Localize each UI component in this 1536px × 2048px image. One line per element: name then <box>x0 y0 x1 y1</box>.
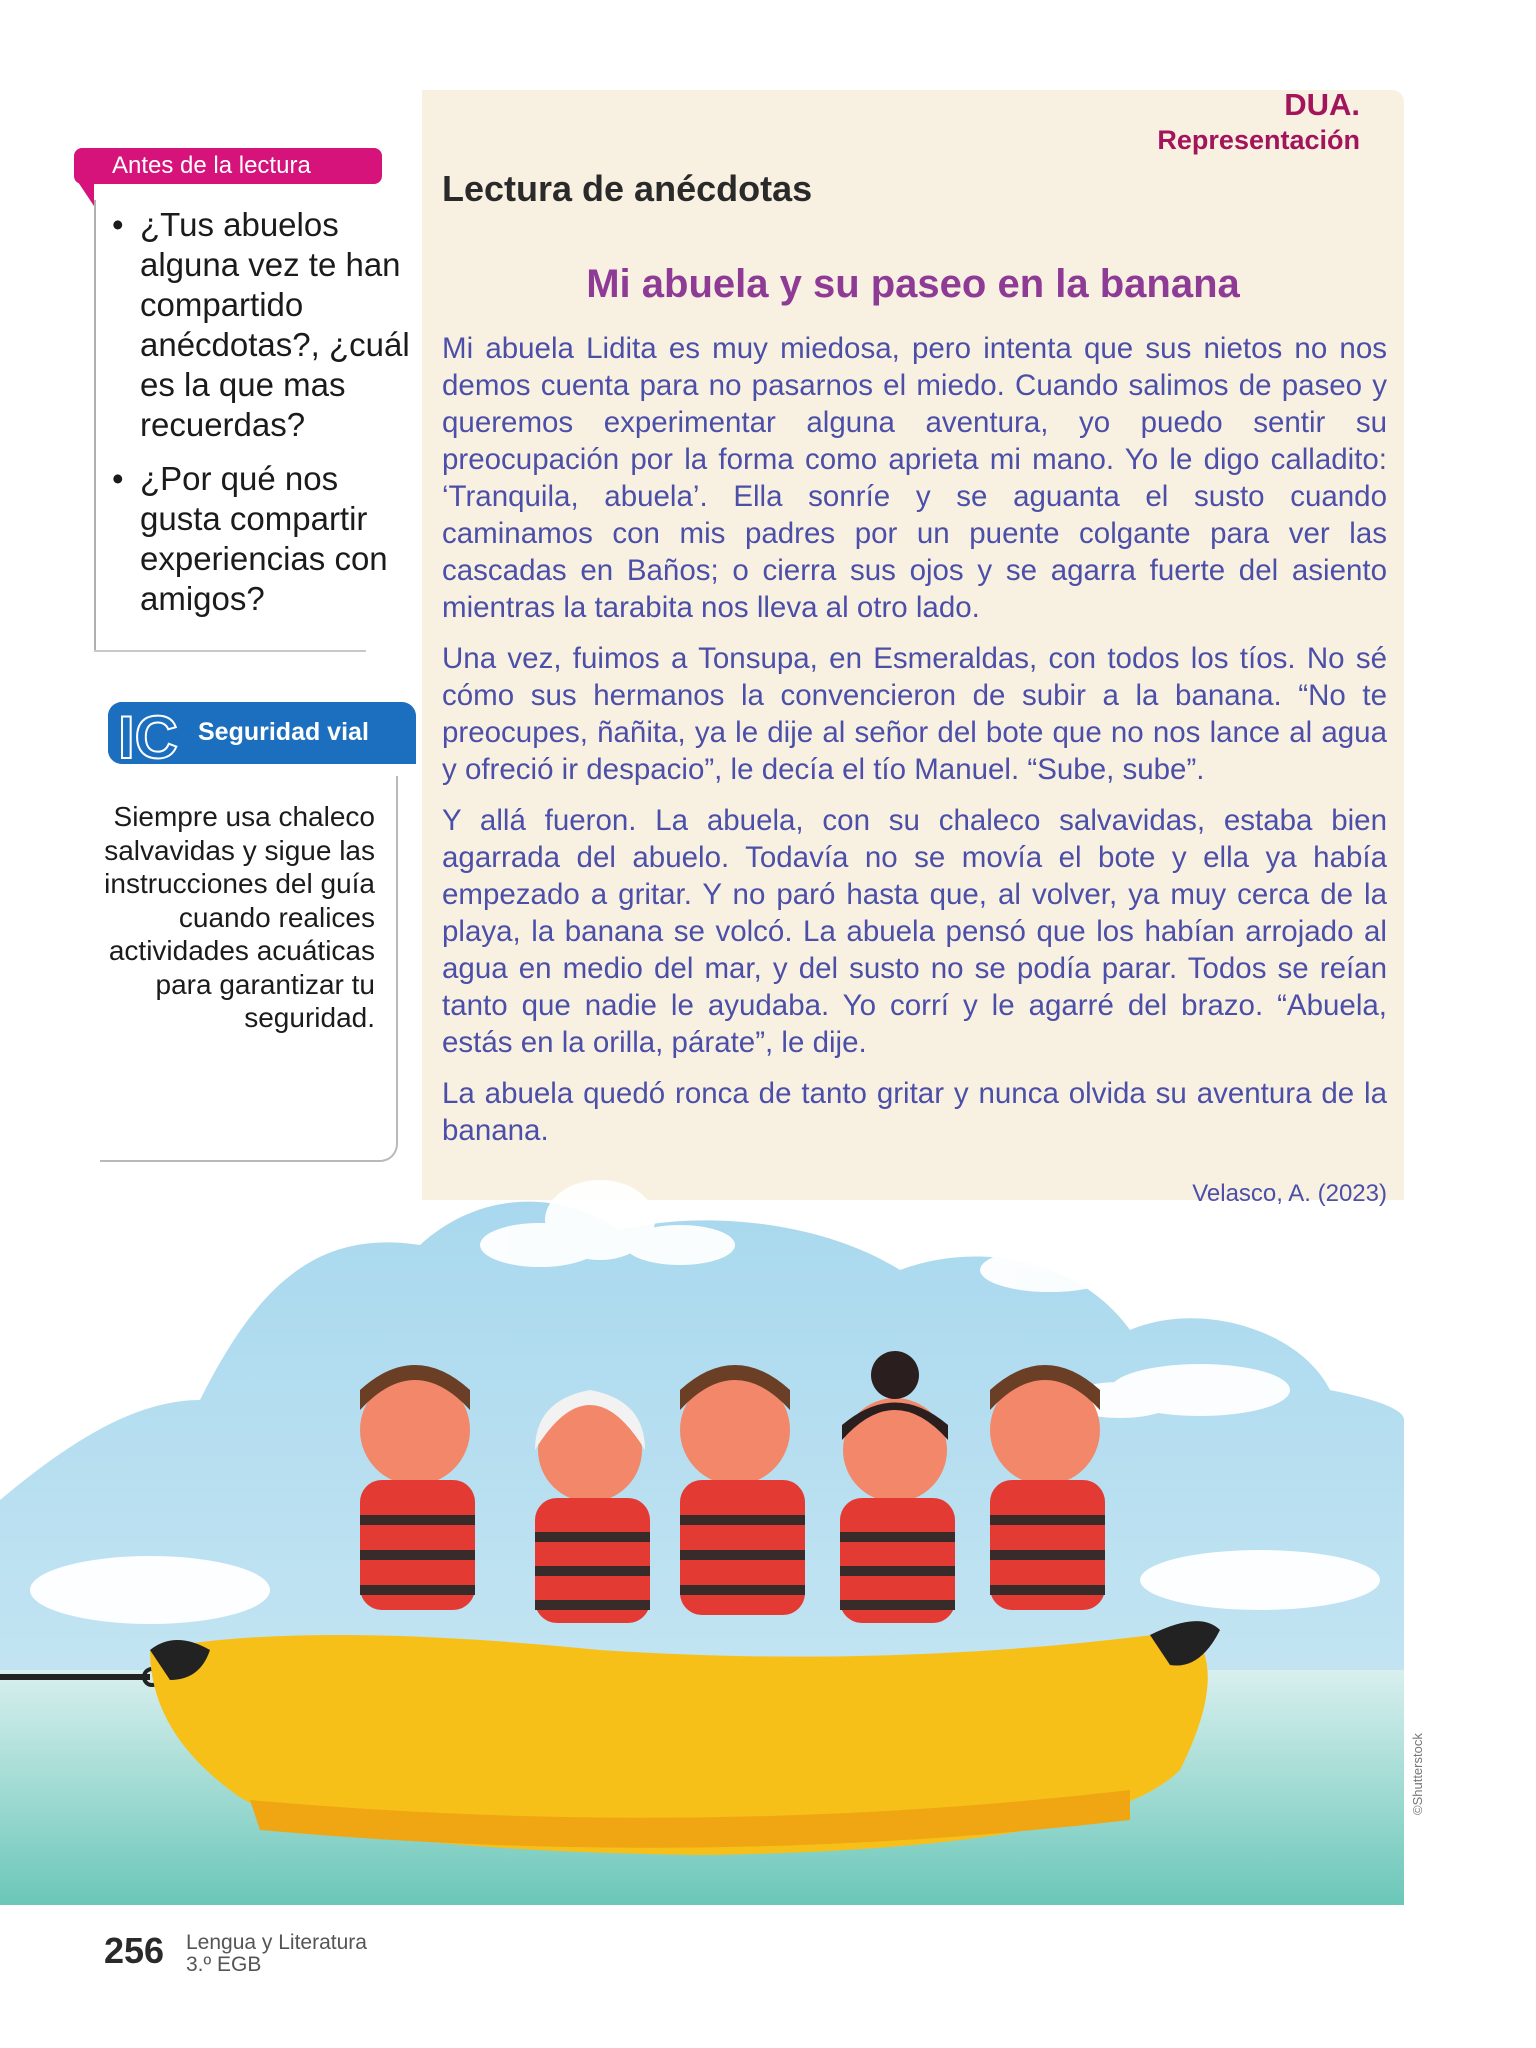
dua-title: DUA. <box>1284 87 1360 122</box>
page-number: 256 <box>104 1930 165 1971</box>
story-title: Mi abuela y su paseo en la banana <box>586 262 1240 306</box>
question-item <box>112 459 412 619</box>
story-text <box>442 330 1387 1163</box>
before-reading-divider <box>94 200 96 652</box>
dua-subtitle: Representación <box>1157 125 1360 155</box>
ic-badge-text: IC <box>118 704 178 771</box>
image-credit: ©Shutterstock <box>1410 1733 1425 1815</box>
safety-text: Siempre usa chaleco salvavidas y sigue las instrucciones del guía cuando realices actividades acuáticas para garantizar tu seguridad. <box>104 801 375 1033</box>
grade-level: 3.º EGB <box>186 1953 262 1976</box>
story-paragraph: Mi abuela Lidita es muy miedosa, pero intenta que sus nietos no nos demos cuenta para no pasarnos el miedo. Cuando salimos de paseo y queremos experimentar alguna aventura, yo puedo sentir su preocupación por la forma como aprieta mi mano. Yo le digo calladito: ‘Tranquila, abuela’. Ella sonríe y se aguanta el susto cuando caminamos con mis padres por un puente colgante para ver las cascadas en Baños; o cierra sus ojos y se agarra fuerte del asiento mientras la tarabita nos lleva al otro lado. <box>442 332 1387 624</box>
before-reading-label-tail <box>74 176 94 206</box>
story-paragraph: Y allá fueron. La abuela, con su chaleco salvavidas, estaba bien agarrada del abuelo. Todavía no se movía el bote y ella ya había empezado a gritar. Y no paró hasta que, al volver, ya muy cerca de la playa, la banana se volcó. La abuela pensó que los habían arrojado al agua en medio del mar, y del susto no se podía parar. Todos se reían tanto que nadie le ayudaba. Yo corrí y le agarré del brazo. “Abuela, estás en la orilla, párate”, le dije. <box>442 804 1387 1059</box>
subject-name: Lengua y Literatura <box>186 1931 367 1954</box>
story-paragraph: La abuela quedó ronca de tanto gritar y nunca olvida su aventura de la banana. <box>442 1077 1387 1147</box>
section-title: Lectura de anécdotas <box>442 168 813 209</box>
bullet-icon: • <box>112 460 124 497</box>
before-reading-label: Antes de la lectura <box>74 148 382 184</box>
question-text: ¿Tus abuelos alguna vez te han compartido anécdotas?, ¿cuál es la que mas recuerdas? <box>140 206 410 443</box>
before-reading-bottom-line <box>94 650 366 652</box>
bullet-icon: • <box>112 206 124 243</box>
story-paragraph: Una vez, fuimos a Tonsupa, en Esmeraldas, con todos los tíos. No sé cómo sus hermanos la convencieron de subir a la banana. “No te preocupes, ñañita, ya le dije al señor del bote que no nos lance al agua y ofreció ir despacio”, le decía el tío Manuel. “Sube, sube”. <box>442 642 1387 786</box>
dua-label <box>1100 86 1360 156</box>
footer-subject <box>186 1932 367 1976</box>
question-item <box>112 205 412 445</box>
citation: Velasco, A. (2023) <box>1192 1180 1387 1207</box>
ic-badge-icon <box>108 702 192 782</box>
safety-title: Seguridad vial <box>198 718 369 746</box>
before-reading-questions <box>112 205 412 633</box>
question-text: ¿Por qué nos gusta compartir experiencias con amigos? <box>140 460 388 617</box>
banana-boat-illustration <box>0 1150 1404 1905</box>
